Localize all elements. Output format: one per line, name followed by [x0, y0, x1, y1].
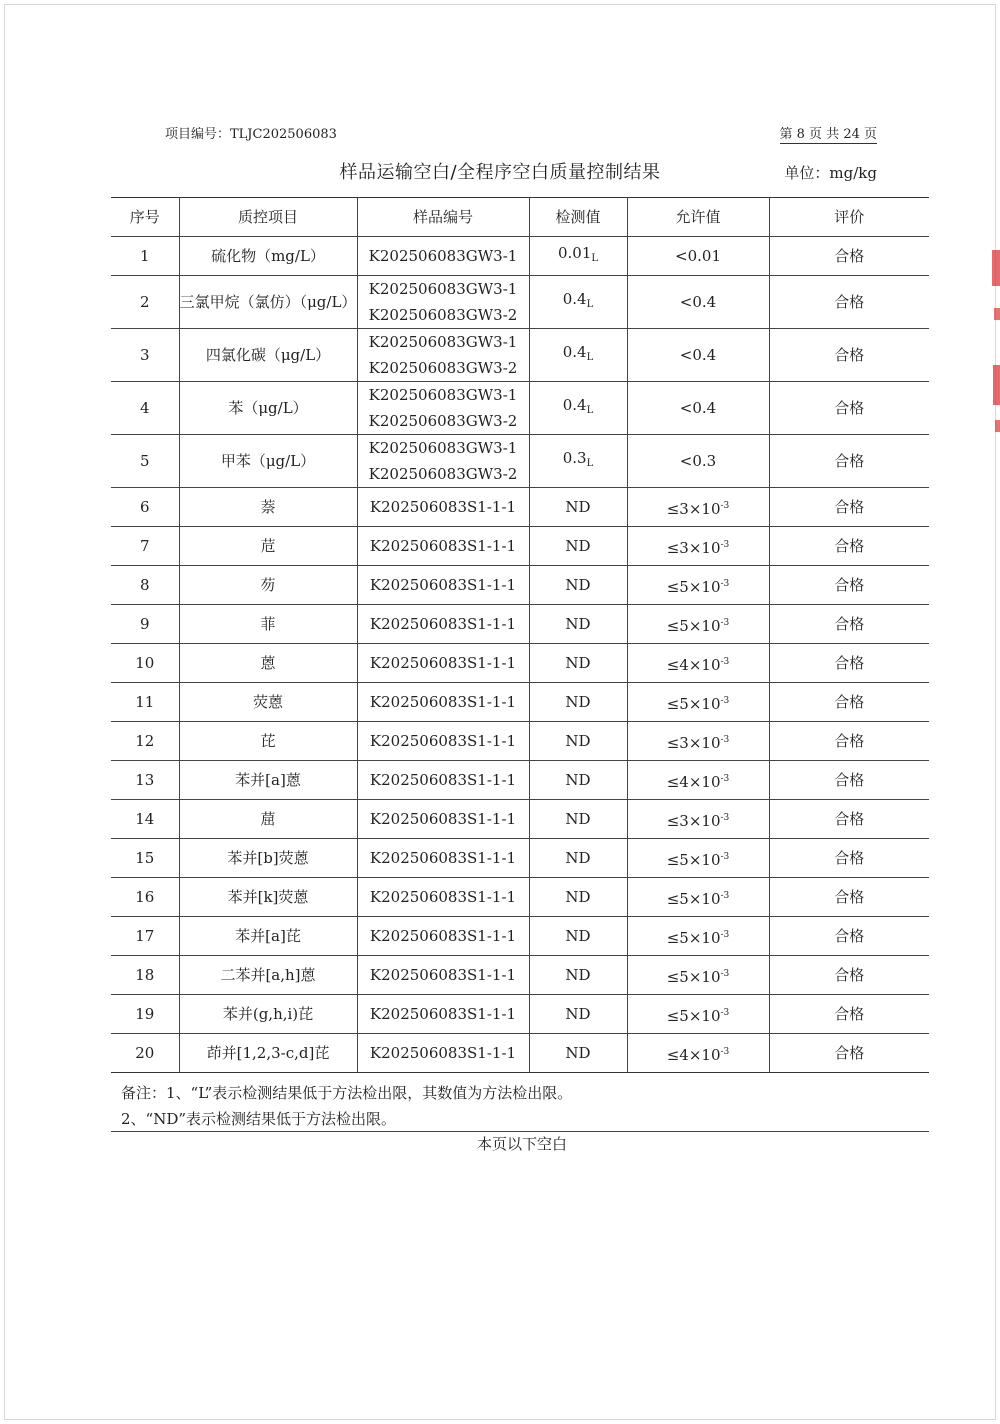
table-row [111, 276, 929, 329]
evaluation: 合格 [769, 237, 929, 276]
sample-id: K202506083S1-1-1 [369, 654, 517, 672]
limit-text: ≤3×10 [666, 538, 721, 557]
value-text: ND [565, 1005, 591, 1023]
sample-ids [357, 237, 529, 276]
sample-ids [357, 956, 529, 995]
row-number: 7 [111, 527, 179, 566]
limit-text: ≤5×10 [666, 967, 721, 986]
value-text: ND [565, 771, 591, 789]
measured-value [529, 839, 627, 878]
below-detection-flag: L [586, 352, 594, 363]
qc-item: 蒽 [179, 644, 357, 683]
limit-text: ≤4×10 [666, 772, 721, 791]
table-row [111, 1034, 929, 1073]
table-row [111, 527, 929, 566]
measured-value [529, 435, 627, 488]
limit-text: <0.4 [679, 293, 717, 311]
allowed-value [627, 605, 769, 644]
sample-id: K202506083S1-1-1 [369, 615, 517, 633]
limit-text: <0.3 [679, 452, 717, 470]
row-number: 16 [111, 878, 179, 917]
row-number: 14 [111, 800, 179, 839]
below-detection-flag: L [586, 458, 594, 469]
sample-ids [357, 878, 529, 917]
value-text: 0.3 [562, 449, 587, 467]
measured-value [529, 566, 627, 605]
row-number: 11 [111, 683, 179, 722]
allowed-value [627, 382, 769, 435]
limit-text: ≤5×10 [666, 577, 721, 596]
qc-item: 苯并(g,h,i)芘 [179, 995, 357, 1034]
page-header [165, 123, 877, 145]
value-text: ND [565, 1044, 591, 1062]
measured-value [529, 527, 627, 566]
sample-id: K202506083S1-1-1 [369, 771, 517, 789]
measured-value [529, 237, 627, 276]
allowed-value [627, 527, 769, 566]
row-number: 15 [111, 839, 179, 878]
row-number: 13 [111, 761, 179, 800]
sample-ids [357, 644, 529, 683]
table-row [111, 329, 929, 382]
sample-id: K202506083S1-1-1 [369, 1044, 517, 1062]
measured-value [529, 382, 627, 435]
note-line-2: 2、“ND”表示检测结果低于方法检出限。 [121, 1110, 397, 1128]
value-text: ND [565, 615, 591, 633]
limit-text: ≤5×10 [666, 889, 721, 908]
limit-text: ≤3×10 [666, 733, 721, 752]
evaluation: 合格 [769, 382, 929, 435]
below-detection-flag: L [586, 405, 594, 416]
allowed-value [627, 435, 769, 488]
blank-page-marker: 本页以下空白 [476, 1135, 567, 1153]
sample-id: K202506083GW3-1 [368, 280, 518, 298]
table-row [111, 435, 929, 488]
limit-exponent: -3 [720, 773, 730, 784]
column-header: 允许值 [627, 198, 769, 237]
sample-id: K202506083GW3-1 [368, 247, 518, 265]
limit-exponent: -3 [720, 851, 730, 862]
qc-results-table [111, 197, 929, 1073]
evaluation: 合格 [769, 566, 929, 605]
sample-id: K202506083S1-1-1 [369, 537, 517, 555]
row-number: 12 [111, 722, 179, 761]
sample-id: K202506083S1-1-1 [369, 888, 517, 906]
qc-item: 萘 [179, 488, 357, 527]
column-header: 评价 [769, 198, 929, 237]
column-header: 样品编号 [357, 198, 529, 237]
measured-value [529, 329, 627, 382]
table-row [111, 237, 929, 276]
measured-value [529, 276, 627, 329]
sample-ids [357, 566, 529, 605]
evaluation: 合格 [769, 488, 929, 527]
row-number: 6 [111, 488, 179, 527]
row-number: 3 [111, 329, 179, 382]
table-header-row [111, 198, 929, 237]
sample-ids [357, 839, 529, 878]
table-row [111, 800, 929, 839]
value-text: 0.01 [557, 244, 592, 262]
limit-text: ≤5×10 [666, 928, 721, 947]
sample-ids [357, 800, 529, 839]
value-text: 0.4 [562, 290, 587, 308]
sample-id: K202506083GW3-2 [368, 465, 518, 483]
sample-ids [357, 761, 529, 800]
sample-id: K202506083S1-1-1 [369, 693, 517, 711]
value-text: ND [565, 927, 591, 945]
evaluation: 合格 [769, 800, 929, 839]
allowed-value [627, 761, 769, 800]
notes-divider [111, 1131, 929, 1132]
sample-id: K202506083GW3-2 [368, 306, 518, 324]
sample-ids [357, 683, 529, 722]
measured-value [529, 800, 627, 839]
limit-text: <0.4 [679, 346, 717, 364]
allowed-value [627, 800, 769, 839]
sample-id: K202506083S1-1-1 [369, 1005, 517, 1023]
sample-id: K202506083GW3-1 [368, 333, 518, 351]
table-row [111, 644, 929, 683]
measured-value [529, 683, 627, 722]
limit-exponent: -3 [720, 1046, 730, 1057]
table-row [111, 683, 929, 722]
sample-id: K202506083GW3-2 [368, 359, 518, 377]
allowed-value [627, 644, 769, 683]
value-text: 0.4 [562, 396, 587, 414]
qc-item: 三氯甲烷（氯仿）（μg/L） [179, 276, 357, 329]
table-row [111, 382, 929, 435]
value-text: ND [565, 537, 591, 555]
sample-id: K202506083S1-1-1 [369, 927, 517, 945]
evaluation: 合格 [769, 761, 929, 800]
limit-text: ≤5×10 [666, 1006, 721, 1025]
evaluation: 合格 [769, 878, 929, 917]
allowed-value [627, 566, 769, 605]
evaluation: 合格 [769, 683, 929, 722]
sample-id: K202506083S1-1-1 [369, 810, 517, 828]
limit-exponent: -3 [720, 578, 730, 589]
qc-item: 四氯化碳（μg/L） [179, 329, 357, 382]
row-number: 19 [111, 995, 179, 1034]
table-row [111, 488, 929, 527]
row-number: 5 [111, 435, 179, 488]
limit-exponent: -3 [720, 890, 730, 901]
row-number: 20 [111, 1034, 179, 1073]
qc-item: 茚并[1,2,3-c,d]芘 [179, 1034, 357, 1073]
sample-ids [357, 995, 529, 1034]
value-text: ND [565, 810, 591, 828]
row-number: 10 [111, 644, 179, 683]
sample-ids [357, 382, 529, 435]
row-number: 4 [111, 382, 179, 435]
limit-text: ≤5×10 [666, 694, 721, 713]
evaluation: 合格 [769, 276, 929, 329]
sample-id: K202506083S1-1-1 [369, 732, 517, 750]
sample-ids [357, 435, 529, 488]
project-number: 项目编号：TLJC202506083 [165, 127, 337, 142]
limit-text: ≤4×10 [666, 1045, 721, 1064]
row-number: 1 [111, 237, 179, 276]
column-header: 序号 [111, 198, 179, 237]
table-body [111, 237, 929, 1073]
value-text: ND [565, 576, 591, 594]
measured-value [529, 878, 627, 917]
allowed-value [627, 1034, 769, 1073]
allowed-value [627, 839, 769, 878]
limit-text: ≤5×10 [666, 616, 721, 635]
allowed-value [627, 683, 769, 722]
table-row [111, 722, 929, 761]
measured-value [529, 956, 627, 995]
below-detection-flag: L [586, 299, 594, 310]
page-title: 样品运输空白/全程序空白质量控制结果 [339, 162, 661, 183]
measured-value [529, 917, 627, 956]
qc-item: 苊 [179, 527, 357, 566]
value-text: ND [565, 654, 591, 672]
evaluation: 合格 [769, 722, 929, 761]
allowed-value [627, 722, 769, 761]
measured-value [529, 605, 627, 644]
sample-id: K202506083S1-1-1 [369, 849, 517, 867]
limit-exponent: -3 [720, 500, 730, 511]
measured-value [529, 644, 627, 683]
qc-item: 苯（μg/L） [179, 382, 357, 435]
evaluation: 合格 [769, 917, 929, 956]
row-number: 17 [111, 917, 179, 956]
below-detection-flag: L [591, 253, 599, 264]
value-text: ND [565, 966, 591, 984]
qc-item: 甲苯（μg/L） [179, 435, 357, 488]
limit-text: <0.01 [675, 247, 721, 265]
limit-exponent: -3 [720, 812, 730, 823]
value-text: ND [565, 888, 591, 906]
evaluation: 合格 [769, 435, 929, 488]
allowed-value [627, 956, 769, 995]
evaluation: 合格 [769, 956, 929, 995]
sample-ids [357, 329, 529, 382]
column-header: 检测值 [529, 198, 627, 237]
qc-item: 䓛 [179, 800, 357, 839]
limit-text: <0.4 [679, 399, 717, 417]
sample-ids [357, 917, 529, 956]
qc-item: 苯并[b]荧蒽 [179, 839, 357, 878]
limit-exponent: -3 [720, 968, 730, 979]
qc-item: 二苯并[a,h]蒽 [179, 956, 357, 995]
qc-item: 芴 [179, 566, 357, 605]
qc-item: 苯并[a]芘 [179, 917, 357, 956]
measured-value [529, 488, 627, 527]
value-text: ND [565, 693, 591, 711]
row-number: 8 [111, 566, 179, 605]
sample-ids [357, 722, 529, 761]
table-row [111, 956, 929, 995]
table-row [111, 566, 929, 605]
evaluation: 合格 [769, 1034, 929, 1073]
unit-label: 单位：mg/kg [784, 164, 877, 182]
qc-item: 芘 [179, 722, 357, 761]
allowed-value [627, 488, 769, 527]
value-text: ND [565, 849, 591, 867]
sample-id: K202506083GW3-1 [368, 439, 518, 457]
sample-id: K202506083GW3-2 [368, 412, 518, 430]
value-text: ND [565, 732, 591, 750]
sample-ids [357, 605, 529, 644]
row-number: 2 [111, 276, 179, 329]
measured-value [529, 722, 627, 761]
qc-item: 菲 [179, 605, 357, 644]
measured-value [529, 1034, 627, 1073]
table-row [111, 878, 929, 917]
sample-id: K202506083S1-1-1 [369, 576, 517, 594]
value-text: 0.4 [562, 343, 587, 361]
allowed-value [627, 878, 769, 917]
sample-id: K202506083S1-1-1 [369, 498, 517, 516]
allowed-value [627, 237, 769, 276]
allowed-value [627, 917, 769, 956]
row-number: 9 [111, 605, 179, 644]
evaluation: 合格 [769, 527, 929, 566]
limit-text: ≤3×10 [666, 811, 721, 830]
evaluation: 合格 [769, 995, 929, 1034]
red-seal-edge [990, 240, 1000, 440]
notes [121, 1080, 572, 1132]
limit-text: ≤4×10 [666, 655, 721, 674]
limit-exponent: -3 [720, 656, 730, 667]
table-row [111, 605, 929, 644]
qc-item: 苯并[a]蒽 [179, 761, 357, 800]
sample-id: K202506083GW3-1 [368, 386, 518, 404]
sample-ids [357, 527, 529, 566]
qc-item: 荧蒽 [179, 683, 357, 722]
limit-text: ≤5×10 [666, 850, 721, 869]
evaluation: 合格 [769, 329, 929, 382]
table-row [111, 917, 929, 956]
qc-item: 苯并[k]荧蒽 [179, 878, 357, 917]
note-line-1: 备注：1、“L”表示检测结果低于方法检出限，其数值为方法检出限。 [121, 1084, 573, 1102]
measured-value [529, 995, 627, 1034]
row-number: 18 [111, 956, 179, 995]
qc-item: 硫化物（mg/L） [179, 237, 357, 276]
limit-exponent: -3 [720, 1007, 730, 1018]
limit-exponent: -3 [720, 695, 730, 706]
allowed-value [627, 276, 769, 329]
sample-ids [357, 488, 529, 527]
table-row [111, 995, 929, 1034]
evaluation: 合格 [769, 644, 929, 683]
limit-exponent: -3 [720, 929, 730, 940]
table-row [111, 839, 929, 878]
sample-ids [357, 276, 529, 329]
page-number: 第 8 页 共 24 页 [780, 123, 877, 144]
sample-ids [357, 1034, 529, 1073]
limit-exponent: -3 [720, 617, 730, 628]
measured-value [529, 761, 627, 800]
limit-text: ≤3×10 [666, 499, 721, 518]
evaluation: 合格 [769, 605, 929, 644]
table-row [111, 761, 929, 800]
allowed-value [627, 995, 769, 1034]
limit-exponent: -3 [720, 539, 730, 550]
value-text: ND [565, 498, 591, 516]
sample-id: K202506083S1-1-1 [369, 966, 517, 984]
column-header: 质控项目 [179, 198, 357, 237]
evaluation: 合格 [769, 839, 929, 878]
allowed-value [627, 329, 769, 382]
limit-exponent: -3 [720, 734, 730, 745]
